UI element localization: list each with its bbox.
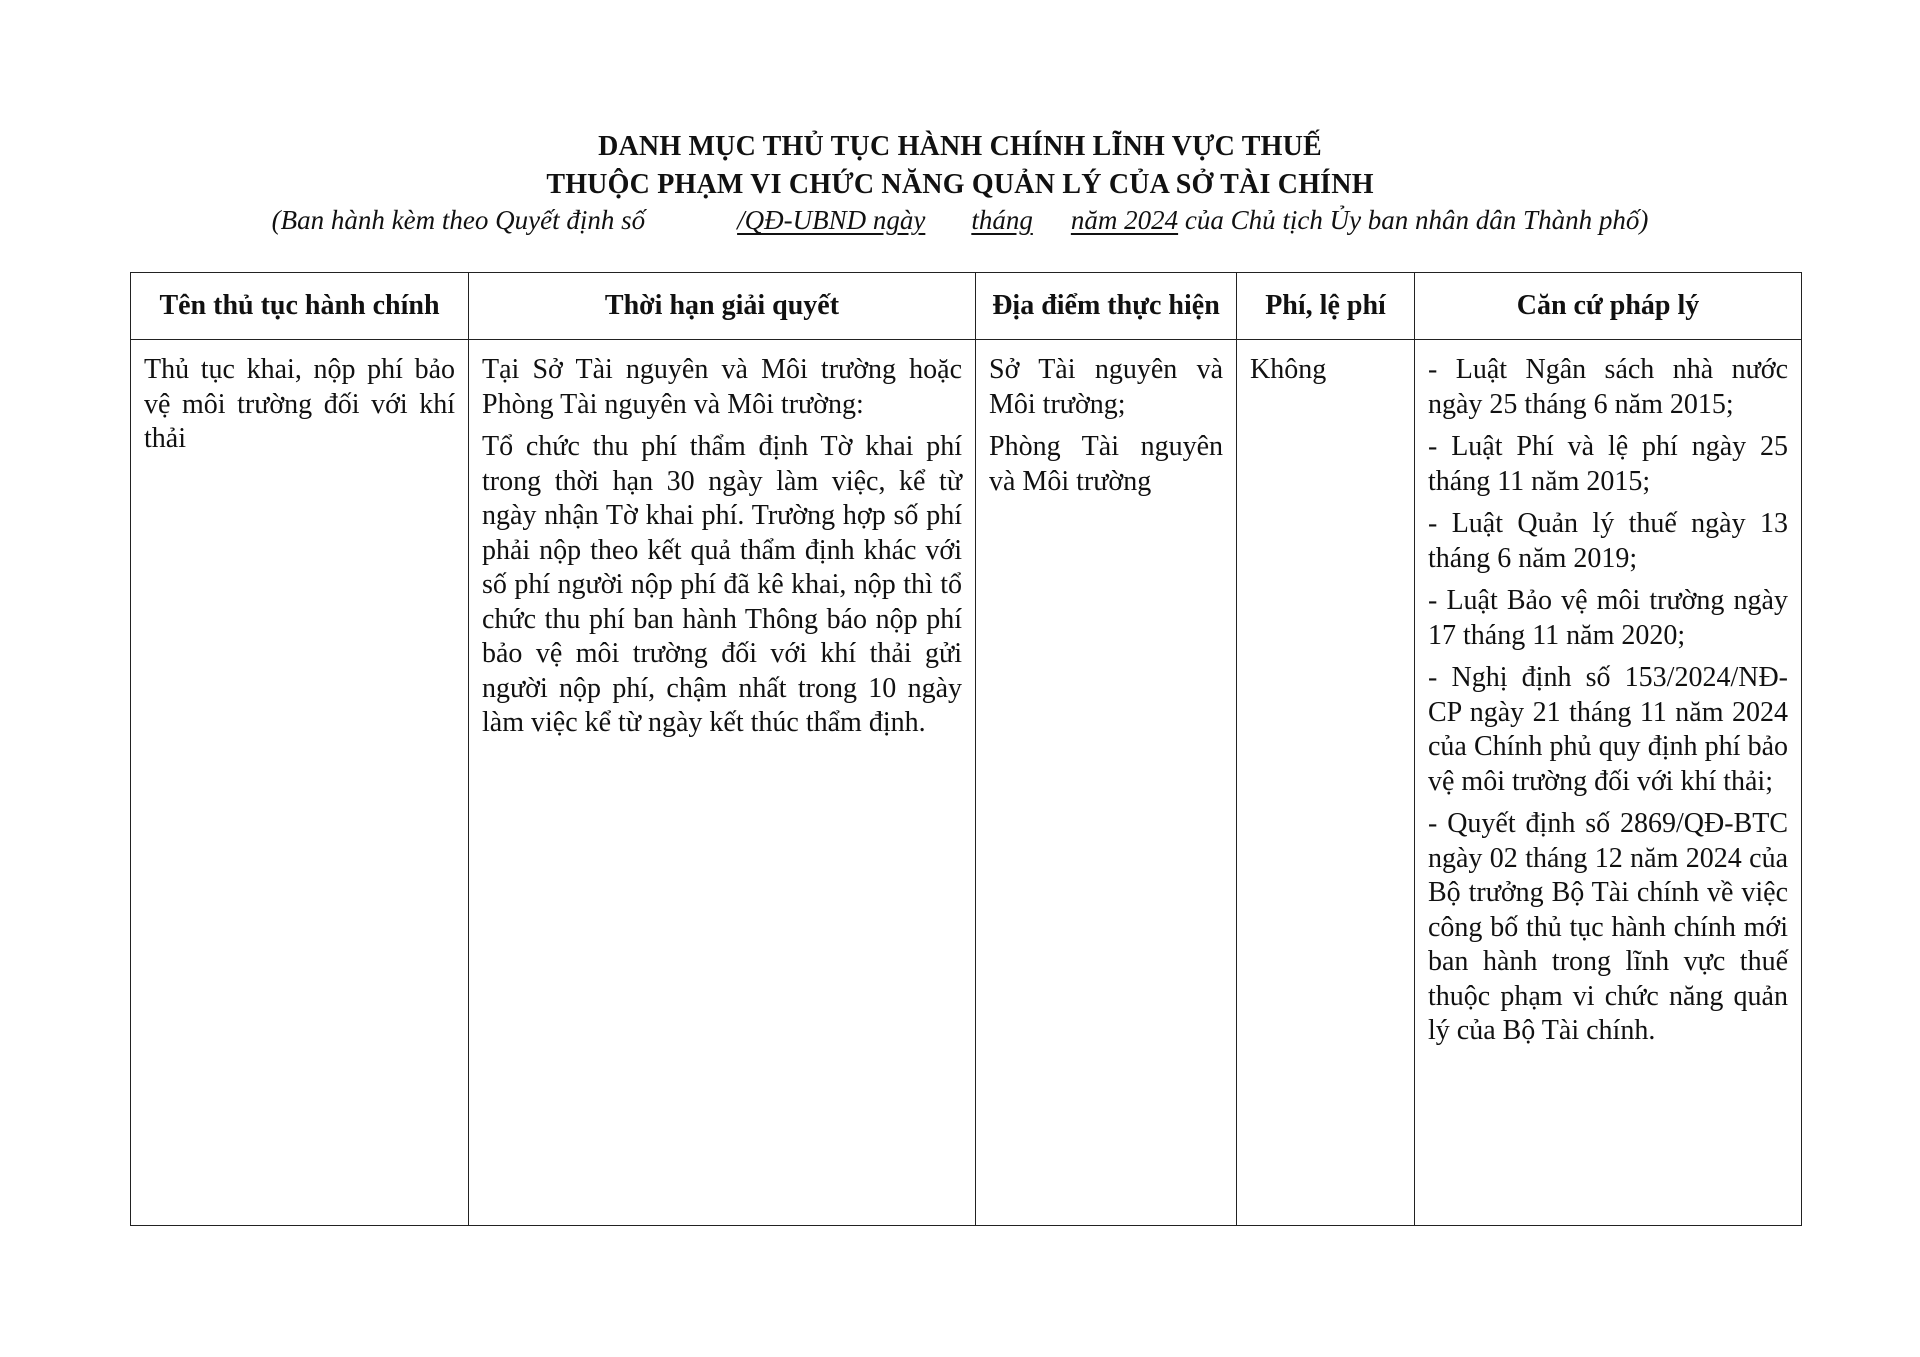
subtitle-part-4: năm 2024 [1070, 205, 1179, 235]
column-header-deadline: Thời hạn giải quyết [469, 273, 976, 340]
document-title-line-1: DANH MỤC THỦ TỤC HÀNH CHÍNH LĨNH VỰC THUẾ [598, 131, 1322, 162]
cell-deadline [469, 340, 976, 1226]
location-paragraph-2: Phòng Tài nguyên và Môi trường [989, 431, 1223, 497]
table-header-row [131, 273, 1802, 340]
column-header-fee: Phí, lệ phí [1237, 273, 1415, 340]
deadline-paragraph-2: Tổ chức thu phí thẩm định Tờ khai phí trong thời hạn 30 ngày làm việc, kể từ ngày nhận Tờ khai phí. Trường hợp số phí phải nộp theo kết quả thẩm định khác với số phí người nộp phí đã kê khai, nộp thì tổ chức thu phí ban hành Thông báo nộp phí bảo vệ môi trường đối với khí thải gửi người nộp phí, chậm nhất trong 10 ngày làm việc kể từ ngày kết thúc thẩm định. [482, 431, 962, 738]
procedure-name-text: Thủ tục khai, nộp phí bảo vệ môi trường đối với khí thải [144, 354, 455, 454]
subtitle-part-3: tháng [971, 205, 1033, 235]
column-header-legal-basis: Căn cứ pháp lý [1415, 273, 1802, 340]
legal-basis-item-2: - Luật Phí và lệ phí ngày 25 tháng 11 năm 2015; [1428, 431, 1788, 497]
subtitle-underlined [737, 205, 1178, 235]
legal-basis-item-6: - Quyết định số 2869/QĐ-BTC ngày 02 tháng 12 năm 2024 của Bộ trưởng Bộ Tài chính về việc công bố thủ tục hành chính mới ban hành trong lĩnh vực thuế thuộc phạm vi chức năng quản lý của Bộ Tài chính. [1428, 808, 1788, 1046]
document-subtitle [0, 202, 1920, 238]
legal-basis-item-3: - Luật Quản lý thuế ngày 13 tháng 6 năm 2019; [1428, 508, 1788, 574]
column-header-procedure-name: Tên thủ tục hành chính [131, 273, 469, 340]
legal-basis-item-1: - Luật Ngân sách nhà nước ngày 25 tháng 6 năm 2015; [1428, 354, 1788, 420]
subtitle-part-2: /QĐ-UBND ngày [737, 205, 926, 235]
cell-procedure-name [131, 340, 469, 1226]
location-paragraph-1: Sở Tài nguyên và Môi trường; [989, 354, 1223, 420]
cell-legal-basis [1415, 340, 1802, 1226]
document-title-line-2: THUỘC PHẠM VI CHỨC NĂNG QUẢN LÝ CỦA SỞ TÀI CHÍNH [546, 169, 1374, 200]
cell-location [976, 340, 1237, 1226]
legal-basis-item-4: - Luật Bảo vệ môi trường ngày 17 tháng 11 năm 2020; [1428, 585, 1788, 651]
deadline-paragraph-1: Tại Sở Tài nguyên và Môi trường hoặc Phòng Tài nguyên và Môi trường: [482, 354, 962, 420]
cell-fee [1237, 340, 1415, 1226]
legal-basis-item-5: - Nghị định số 153/2024/NĐ-CP ngày 21 tháng 11 năm 2024 của Chính phủ quy định phí bảo vệ môi trường đối với khí thải; [1428, 662, 1788, 797]
column-header-location: Địa điểm thực hiện [976, 273, 1237, 340]
procedure-table [130, 272, 1802, 1226]
subtitle-part-5: của Chủ tịch Ủy ban nhân dân Thành phố) [1178, 205, 1649, 235]
fee-text: Không [1250, 354, 1327, 385]
subtitle-part-1: (Ban hành kèm theo Quyết định số [271, 205, 646, 235]
table-row [131, 340, 1802, 1226]
document-header [0, 128, 1920, 238]
